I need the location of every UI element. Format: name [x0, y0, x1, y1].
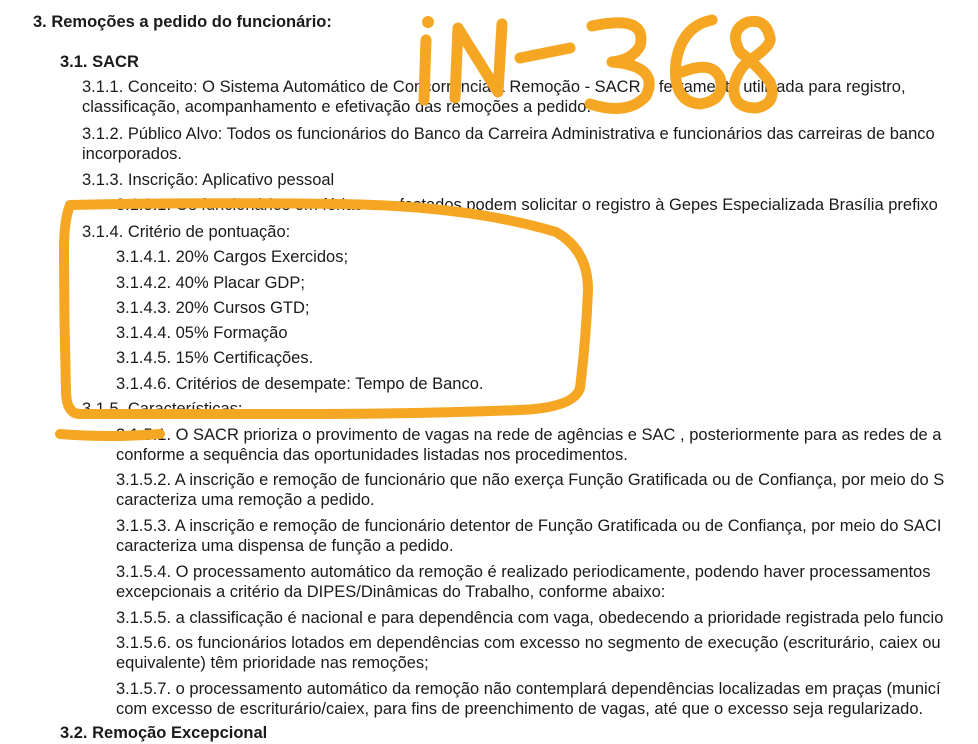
list-item-3-1-4-6: 3.1.4.6. Critérios de desempate: Tempo de Banco. [116, 375, 484, 393]
paragraph-3-1-5-4-line1: 3.1.5.4. O processamento automático da remoção é realizado periodicamente, podendo haver processamentos [116, 563, 931, 581]
paragraph-3-1-4: 3.1.4. Critério de pontuação: [82, 223, 291, 241]
paragraph-3-1-3: 3.1.3. Inscrição: Aplicativo pessoal [82, 171, 335, 189]
paragraph-3-1-5-7-line1: 3.1.5.7. o processamento automático da remoção não contemplará dependências localizadas em praças (municí [116, 680, 941, 698]
paragraph-3-1-5-7-line2: com excesso de escriturário/caiex, para fins de preenchimento de vagas, até que o excesso seja regularizado. [116, 700, 924, 718]
list-item-3-1-4-3: 3.1.4.3. 20% Cursos GTD; [116, 299, 310, 317]
section-heading-3-2: 3.2. Remoção Excepcional [60, 724, 268, 742]
section-heading-3-1: 3.1. SACR [60, 53, 139, 71]
paragraph-3-1-5: 3.1.5. Características: [82, 400, 243, 418]
paragraph-3-1-2-line2: incorporados. [82, 145, 182, 163]
paragraph-3-1-5-5: 3.1.5.5. a classificação é nacional e para dependência com vaga, obedecendo a prioridade registrada pelo funcio [116, 609, 944, 627]
paragraph-3-1-5-6-line2: equivalente) têm prioridade nas remoções; [116, 654, 429, 672]
paragraph-3-1-5-2-line1: 3.1.5.2. A inscrição e remoção de funcionário que não exerça Função Gratificada ou de Confiança, por meio do S [116, 471, 945, 489]
paragraph-3-1-2-line1: 3.1.2. Público Alvo: Todos os funcionários do Banco da Carreira Administrativa e funcionários das carreiras de banco [82, 125, 935, 143]
section-heading-3: 3. Remoções a pedido do funcionário: [33, 13, 332, 31]
paragraph-3-1-5-3-line2: caracteriza uma dispensa de função a pedido. [116, 537, 454, 555]
paragraph-3-1-5-3-line1: 3.1.5.3. A inscrição e remoção de funcionário detentor de Função Gratificada ou de Confiança, por meio do SACI [116, 517, 942, 535]
paragraph-3-1-1-line2: classificação, acompanhamento e efetivação das remoções a pedido. [82, 98, 592, 116]
list-item-3-1-4-4: 3.1.4.4. 05% Formação [116, 324, 288, 342]
list-item-3-1-4-1: 3.1.4.1. 20% Cargos Exercidos; [116, 248, 349, 266]
paragraph-3-1-3-1: 3.1.3.1. Os funcionários em férias ou afastados podem solicitar o registro à Gepes Especializada Brasília prefixo [116, 196, 938, 214]
paragraph-3-1-1-line1: 3.1.1. Conceito: O Sistema Automático de Concorrência à Remoção - SACR é ferramenta utilizada para registro, [82, 78, 906, 96]
paragraph-3-1-5-4-line2: excepcionais a critério da DIPES/Dinâmicas do Trabalho, conforme abaixo: [116, 583, 666, 601]
paragraph-3-1-5-1-line2: conforme a sequência das oportunidades listadas nos procedimentos. [116, 446, 628, 464]
paragraph-3-1-5-2-line2: caracteriza uma remoção a pedido. [116, 491, 375, 509]
list-item-3-1-4-5: 3.1.4.5. 15% Certificações. [116, 349, 314, 367]
paragraph-3-1-5-6-line1: 3.1.5.6. os funcionários lotados em dependências com excesso no segmento de execução (escriturário, caiex ou [116, 634, 941, 652]
list-item-3-1-4-2: 3.1.4.2. 40% Placar GDP; [116, 274, 305, 292]
paragraph-3-1-5-1-line1: 3.1.5.1. O SACR prioriza o provimento de vagas na rede de agências e SAC , posteriormente para as redes de a [116, 426, 942, 444]
